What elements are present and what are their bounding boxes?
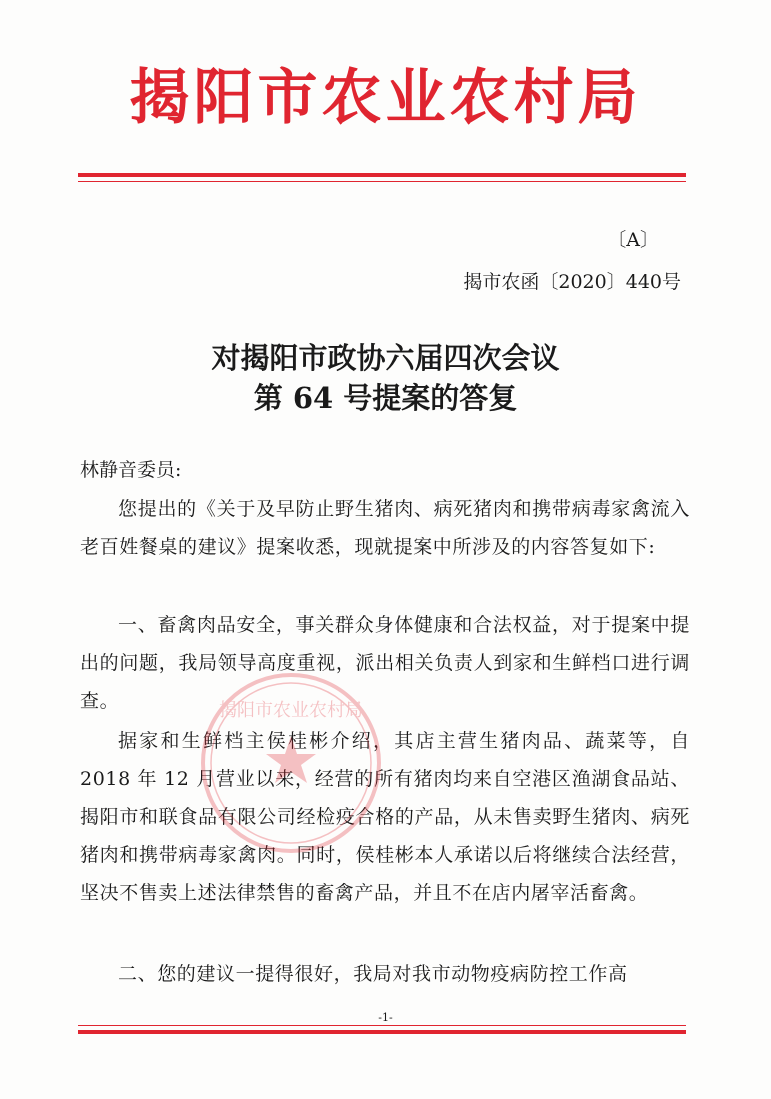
page-number-text: -1- <box>374 1011 396 1024</box>
document-number: 揭市农函〔2020〕440号 <box>463 271 681 293</box>
salutation: 林静音委员: <box>80 459 182 481</box>
document-classification: 〔A〕 <box>607 229 659 251</box>
header-red-rule-thick <box>78 173 686 177</box>
body-paragraph: 一、畜禽肉品安全，事关群众身体健康和合法权益，对于提案中提出的问题，我局领导高度重视，派出相关负责人到家和生鲜档口进行调查。 <box>80 614 690 712</box>
body-paragraph: 二、您的建议一提得很好，我局对我市动物疫病防控工作高 <box>118 963 628 985</box>
header-red-rule-thin <box>78 181 686 182</box>
svg-text:揭阳市农业农村局: 揭阳市农业农村局 <box>219 700 363 721</box>
footer-red-rule-thin <box>78 1025 686 1026</box>
letterhead-title: 揭阳市农业农村局 <box>129 63 642 133</box>
footer-red-rule-thick <box>78 1030 686 1034</box>
body-paragraph: 您提出的《关于及早防止野生猪肉、病死猪肉和携带病毒家禽流入老百姓餐桌的建议》提案收悉，现就提案中所涉及的内容答复如下: <box>80 498 690 558</box>
page-number <box>0 1011 771 1024</box>
document-title-line-1: 对揭阳市政协六届四次会议 <box>211 341 560 375</box>
document-title-line-2: 第 64 号提案的答复 <box>253 381 518 415</box>
body-paragraph: 据家和生鲜档主侯桂彬介绍，其店主营生猪肉品、蔬菜等，自 2018 年 12 月营业以来，经营的所有猪肉均来自空港区渔湖食品站、揭阳市和联食品有限公司经检疫合格的产品，从未售卖野生猪肉、病死猪肉和携带病毒家禽肉。同时，侯桂彬本人承诺以后将继续合法经营，坚决不售卖上述法律禁售的畜禽产品，并且不在店内屠宰活畜禽。 <box>80 730 690 904</box>
official-seal-stamp <box>196 668 386 858</box>
